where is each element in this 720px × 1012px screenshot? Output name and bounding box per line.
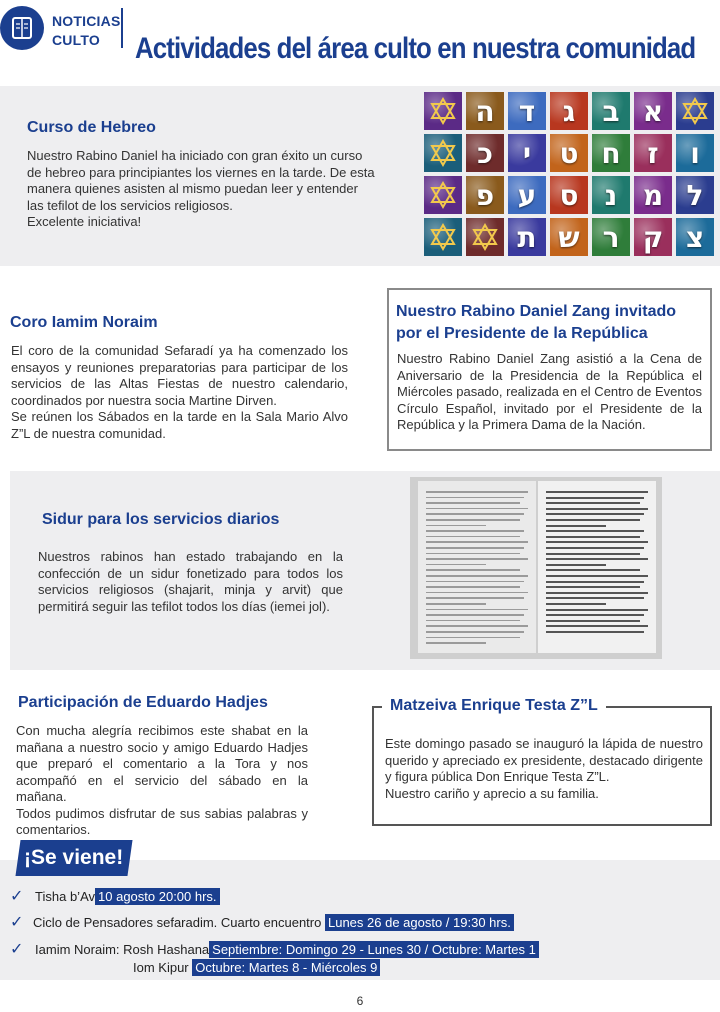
coming-item xyxy=(133,960,380,975)
hebrew-course-line: las tefilot de los servicios religiosos. xyxy=(27,197,233,213)
coming-item-date: Septiembre: Domingo 29 - Lunes 30 / Octubre: Martes 1 xyxy=(209,941,539,958)
book-text-line xyxy=(426,541,528,543)
checkmark-icon: ✓ xyxy=(10,941,24,958)
book-text-line xyxy=(546,597,644,599)
sidur-text: Nuestros rabinos han estado trabajando en la confección de un sidur fonetizado para todos los servicios religiosos (shajarit, minja y arvit) que permitirá seguir las tefilot todos los días (iemei jol). xyxy=(38,549,343,614)
hebrew-letter-tile: י xyxy=(508,134,546,172)
coming-badge-label: ¡Se viene! xyxy=(24,846,124,869)
book-text-line xyxy=(426,625,528,627)
hebrew-letter-tile: ע xyxy=(508,176,546,214)
coming-item-date: 10 agosto 20:00 hrs. xyxy=(95,888,220,905)
book-text-line xyxy=(426,609,528,611)
coming-item-label: Ciclo de Pensadores sefaradim. Cuarto encuentro xyxy=(33,915,322,930)
matzeiva-text xyxy=(385,736,703,802)
book-text-line xyxy=(546,564,606,566)
hebrew-course-line: manera quienes asisten al mismo puedan leer y entender xyxy=(27,181,358,196)
book-text-line xyxy=(546,569,640,571)
book-right-page xyxy=(538,481,656,653)
sidur-book-image xyxy=(410,477,662,659)
book-text-line xyxy=(546,525,606,527)
rabbi-invited-title xyxy=(396,301,676,345)
star-of-david-tile xyxy=(424,134,462,172)
checkmark-icon: ✓ xyxy=(10,888,24,905)
section-label xyxy=(52,12,121,50)
hebrew-alphabet-image xyxy=(418,92,718,260)
star-of-david-tile xyxy=(424,92,462,130)
book-text-line xyxy=(426,642,486,644)
book-text-line xyxy=(426,603,486,605)
choir-paragraph: Se reúnen los Sábados en la tarde en la Sala Mario Alvo Z”L de nuestra comunidad. xyxy=(11,409,348,441)
star-of-david-tile xyxy=(424,176,462,214)
book-text-line xyxy=(546,513,644,515)
book-text-line xyxy=(426,569,520,571)
rabbi-invited-title-line: Nuestro Rabino Daniel Zang invitado xyxy=(396,303,677,320)
hebrew-course-text xyxy=(27,148,387,231)
coming-item xyxy=(10,912,514,932)
book-text-line xyxy=(546,541,648,543)
book-text-line xyxy=(426,575,528,577)
book-text-line xyxy=(546,530,644,532)
page-title: Actividades del área culto en nuestra comunidad xyxy=(135,32,696,65)
hebrew-letter-tile: ו xyxy=(676,134,714,172)
coming-badge xyxy=(15,840,132,876)
hebrew-letter-tile: צ xyxy=(676,218,714,256)
book-text-line xyxy=(546,581,644,583)
hebrew-letter-tile: כ xyxy=(466,134,504,172)
coming-item-label: Iom Kipur xyxy=(133,960,189,975)
book-text-line xyxy=(546,547,644,549)
book-text-line xyxy=(426,525,486,527)
book-text-line xyxy=(546,519,640,521)
coming-item-date: Lunes 26 de agosto / 19:30 hrs. xyxy=(325,914,514,931)
book-text-line xyxy=(426,536,520,538)
checkmark-icon: ✓ xyxy=(10,914,24,931)
book-text-line xyxy=(426,519,520,521)
coming-item xyxy=(10,939,539,959)
hebrew-letter-tile: ב xyxy=(592,92,630,130)
hebrew-letter-tile: ש xyxy=(550,218,588,256)
book-text-line xyxy=(426,502,520,504)
hebrew-letter-tile: ת xyxy=(508,218,546,256)
book-left-page xyxy=(418,481,536,653)
star-of-david-tile xyxy=(676,92,714,130)
eduardo-text xyxy=(16,723,308,839)
book-text-line xyxy=(546,592,648,594)
book-text-line xyxy=(426,553,520,555)
page-number: 6 xyxy=(356,994,364,1008)
rabbi-invited-text: Nuestro Rabino Daniel Zang asistió a la Cena de Aniversario de la Presidencia de la República el Miércoles pasado, realizada en el Centro de Eventos Círculo Español, invitado por el Presidente de la República y la Primera Dama de la Nación. xyxy=(397,351,702,432)
header-divider xyxy=(121,8,123,48)
matzeiva-paragraph: Nuestro cariño y aprecio a su familia. xyxy=(385,785,599,801)
star-of-david-tile xyxy=(424,218,462,256)
hebrew-letter-tile: ד xyxy=(508,92,546,130)
book-text-line xyxy=(426,592,528,594)
coming-item-label: Iamim Noraim: Rosh Hashana xyxy=(35,942,210,957)
book-text-line xyxy=(426,497,524,499)
book-text-line xyxy=(546,614,644,616)
book-text-line xyxy=(546,553,640,555)
star-of-david-tile xyxy=(466,218,504,256)
book-text-line xyxy=(546,508,648,510)
book-text-line xyxy=(426,620,520,622)
book-text-line xyxy=(426,637,520,639)
coming-item-label: Tisha b’Av xyxy=(35,889,96,904)
rabbi-invited-title-line: por el Presidente de la República xyxy=(396,325,648,342)
book-text-line xyxy=(546,491,648,493)
book-text-line xyxy=(546,558,648,560)
hebrew-letter-tile: ה xyxy=(466,92,504,130)
hebrew-letter-tile: ר xyxy=(592,218,630,256)
book-text-line xyxy=(426,564,486,566)
hebrew-letter-tile: א xyxy=(634,92,672,130)
section-label-line1: NOTICIAS xyxy=(52,13,121,29)
book-text-line xyxy=(426,491,528,493)
book-text-line xyxy=(426,581,524,583)
eduardo-paragraph: Con mucha alegría recibimos este shabat en la mañana a nuestro socio y amigo Eduardo Hadjes que preparó el comentario a la Tora y nos acompañó en el servicio del sábado en la mañana. xyxy=(16,723,308,804)
hebrew-letter-tile: ט xyxy=(550,134,588,172)
book-text-line xyxy=(426,508,528,510)
coming-item xyxy=(10,886,220,906)
hebrew-letter-tile: ס xyxy=(550,176,588,214)
coming-item-date: Octubre: Martes 8 - Miércoles 9 xyxy=(192,959,380,976)
torah-ark-icon xyxy=(0,6,44,50)
hebrew-letter-tile: ג xyxy=(550,92,588,130)
hebrew-letter-tile: ח xyxy=(592,134,630,172)
book-text-line xyxy=(546,536,640,538)
book-text-line xyxy=(426,547,524,549)
hebrew-course-line: Nuestro Rabino Daniel ha iniciado con gran éxito un curso xyxy=(27,148,363,163)
hebrew-course-line: Excelente iniciativa! xyxy=(27,214,142,229)
book-text-line xyxy=(426,597,524,599)
book-text-line xyxy=(546,625,648,627)
sidur-title: Sidur para los servicios diarios xyxy=(42,511,280,528)
book-text-line xyxy=(426,614,524,616)
choir-text xyxy=(11,343,348,442)
matzeiva-title: Matzeiva Enrique Testa Z”L xyxy=(382,697,606,715)
eduardo-paragraph: Todos pudimos disfrutar de sus sabias palabras y comentarios. xyxy=(16,805,308,837)
hebrew-letter-tile: מ xyxy=(634,176,672,214)
book-text-line xyxy=(426,631,524,633)
hebrew-course-title: Curso de Hebreo xyxy=(27,119,156,136)
choir-title: Coro Iamim Noraim xyxy=(10,314,158,331)
book-text-line xyxy=(546,620,640,622)
book-text-line xyxy=(426,513,524,515)
book-text-line xyxy=(546,586,640,588)
hebrew-letter-tile: נ xyxy=(592,176,630,214)
hebrew-letter-tile: ז xyxy=(634,134,672,172)
book-text-line xyxy=(546,609,648,611)
choir-paragraph: El coro de la comunidad Sefaradí ya ha comenzado los ensayos y reuniones preparatorias para participar de los servicios de las Altas Fiestas de nuestro calendario, coordinados por nuestra socia Martine Dirven. xyxy=(11,343,348,408)
book-text-line xyxy=(426,586,520,588)
section-label-line2: CULTO xyxy=(52,32,100,48)
hebrew-letter-tile: ל xyxy=(676,176,714,214)
eduardo-title: Participación de Eduardo Hadjes xyxy=(18,694,268,711)
book-text-line xyxy=(546,631,644,633)
book-text-line xyxy=(426,558,528,560)
book-text-line xyxy=(546,575,648,577)
book-text-line xyxy=(546,497,644,499)
hebrew-letter-tile: פ xyxy=(466,176,504,214)
hebrew-course-line: de hebreo para principiantes los viernes en la tarde. De esta xyxy=(27,164,375,180)
book-text-line xyxy=(546,502,640,504)
hebrew-letter-tile: ק xyxy=(634,218,672,256)
matzeiva-paragraph: Este domingo pasado se inauguró la lápida de nuestro querido y apreciado ex presidente, destacado dirigente y figura pública Don Enrique Testa Z”L. xyxy=(385,736,703,784)
book-text-line xyxy=(426,530,524,532)
book-text-line xyxy=(546,603,606,605)
